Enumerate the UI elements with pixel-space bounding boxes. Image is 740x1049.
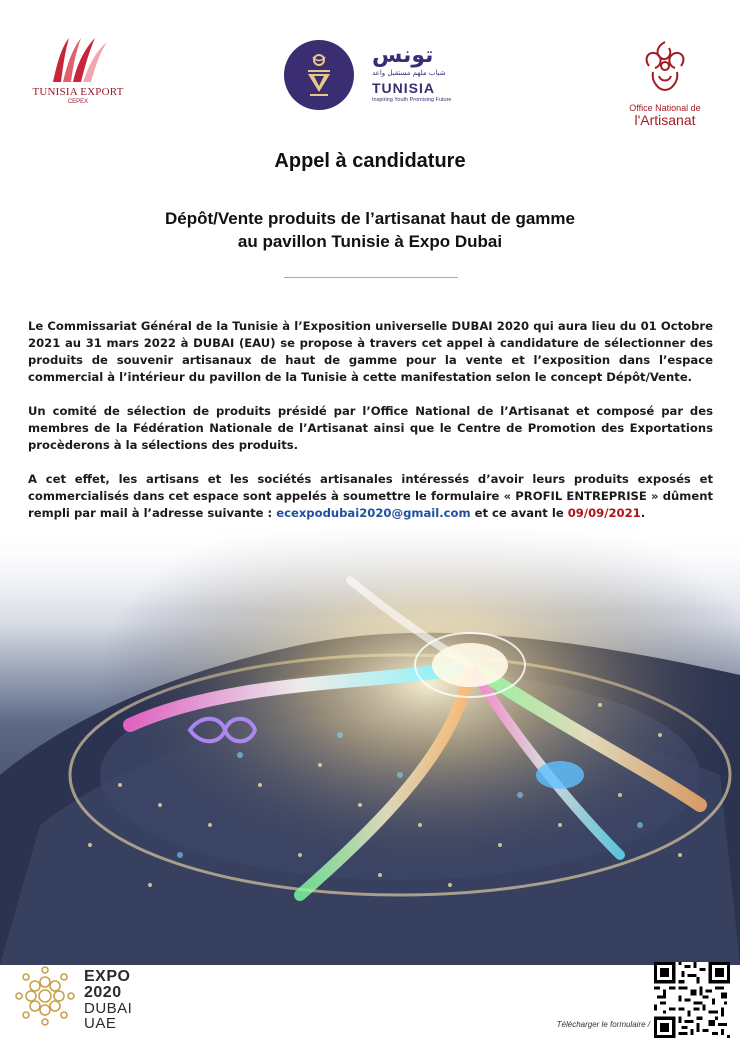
- expo-2020-logo: [14, 965, 144, 1035]
- instructions-text-end: .: [640, 506, 646, 520]
- onat-name-line2: l'Artisanat: [634, 112, 696, 128]
- tunisia-export-logo: [30, 34, 126, 114]
- cepex-label: CEPEX: [67, 99, 89, 105]
- expo-emblem-icon: [14, 965, 76, 1027]
- tunisia-latin-name: TUNISIA: [372, 80, 435, 96]
- download-form-label[interactable]: Télécharger le formulaire /: [556, 1020, 650, 1029]
- instructions-text-middle: et ce avant le: [470, 506, 568, 520]
- instructions-text: A cet effet, les artisans et les sociétés artisanales intéressés d’avoir leurs produits exposés et commercialisés dans cet espace sont appelés à soumettre le formulaire « PROFIL ENTREPRISE » dûment rempli par mail à l’adresse suivante :: [28, 472, 713, 520]
- page-title: Appel à candidature: [274, 150, 466, 172]
- tunisia-pavilion-logo: [284, 40, 484, 112]
- tunisia-arabic-name: تونس: [372, 43, 434, 68]
- paragraph-intro: Le Commissariat Général de la Tunisie à l’Exposition universelle DUBAI 2020 qui aura lieu du 01 Octobre 2021 au 31 mars 2022 à DUBAI (EAU) se propose à travers cet appel à candidature de sélectionner des produits de souvenir artisanaux de haut de gamme pour la vente et l’exposition dans l’espace commercial à l’intérieur du pavillon de la Tunisie à cette manifestation selon le concept Dépôt/Vente.: [28, 319, 713, 384]
- title-divider: [284, 277, 458, 278]
- contact-email-link[interactable]: ecexpodubai2020@gmail.com: [276, 506, 471, 520]
- deadline-date: 09/09/2021: [567, 506, 641, 520]
- announcement-body: [28, 318, 713, 539]
- expo-site-aerial-image: [0, 525, 740, 965]
- tunisia-export-emblem-icon: [43, 34, 113, 84]
- tunisia-arabic-tagline: شباب ملهم مستقبل واعد: [372, 69, 446, 77]
- expo-line-2: 2020: [84, 984, 122, 1001]
- tunisia-export-name: TUNISIA EXPORT: [32, 86, 124, 98]
- tunisia-wordmark: [372, 44, 484, 104]
- expo-line-4: UAE: [84, 1015, 117, 1032]
- page-subtitle: [60, 207, 680, 253]
- paragraph-instructions: [28, 471, 713, 522]
- tunisia-tagline: Inspiring Youth Promising Future: [372, 97, 452, 103]
- subtitle-line-2: au pavillon Tunisie à Expo Dubai: [237, 232, 503, 251]
- qr-code-icon[interactable]: [654, 962, 730, 1038]
- expo-line-1: EXPO: [84, 968, 131, 985]
- onat-name-line1: Office National de: [629, 103, 701, 113]
- expo-line-3: DUBAI: [84, 1000, 133, 1017]
- onat-logo: [620, 36, 710, 126]
- subtitle-line-1: Dépôt/Vente produits de l’artisanat haut de gamme: [165, 209, 575, 228]
- paragraph-committee: Un comité de sélection de produits présidé par l’Office National de l’Artisanat et composé par des membres de la Fédération Nationale de l’Artisanat ainsi que le Centre de Promotion des Exportations procèderons à la sélections des produits.: [28, 404, 713, 452]
- tunisia-emblem-icon: [284, 40, 354, 110]
- onat-emblem-icon: [635, 36, 695, 96]
- expo-wordmark: [84, 969, 146, 1031]
